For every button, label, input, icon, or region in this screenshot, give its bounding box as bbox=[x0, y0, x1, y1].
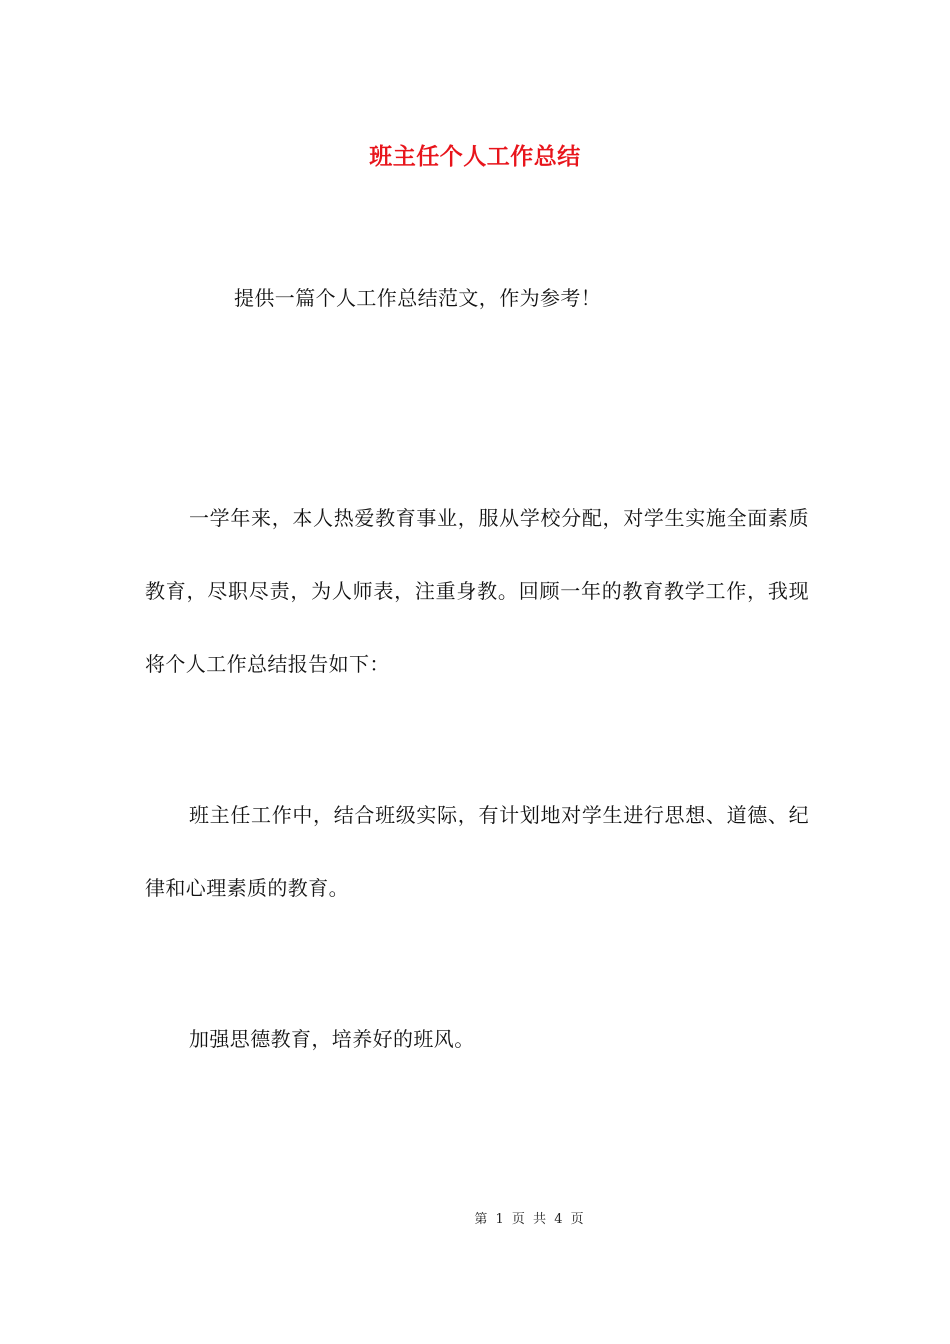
intro-paragraph: 提供一篇个人工作总结范文，作为参考！ bbox=[234, 286, 602, 310]
body-paragraph-1: 一学年来，本人热爱教育事业，服从学校分配，对学生实施全面素质教育，尽职尽责，为人师表，注重身教。回顾一年的教育教学工作，我现将个人工作总结报告如下： bbox=[145, 506, 809, 676]
body-paragraph-2: 班主任工作中，结合班级实际，有计划地对学生进行思想、道德、纪律和心理素质的教育。 bbox=[145, 803, 809, 900]
page-number-footer: 第 1 页 共 4 页 bbox=[474, 1212, 584, 1227]
body-paragraph-3: 加强思德教育，培养好的班风。 bbox=[189, 1027, 475, 1051]
document-title: 班主任个人工作总结 bbox=[369, 143, 581, 170]
